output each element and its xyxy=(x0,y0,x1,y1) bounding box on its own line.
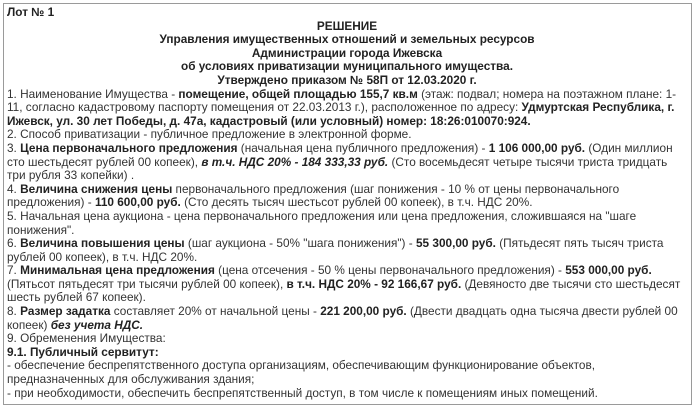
item-8-label: Размер задатка xyxy=(20,304,111,319)
item-4-amount-words: (Сто десять тысяч шестьсот рублей 00 копеек), в т.ч. НДС 20%. xyxy=(180,195,533,210)
item-6-amount: 55 300,00 руб. xyxy=(415,236,496,251)
item-7-text: (цена отсечения - 50 % цены первоначального предложения) - xyxy=(214,263,566,278)
item-8-vat-note: без учета НДС. xyxy=(50,317,144,332)
item-8-number: 8. xyxy=(7,304,21,319)
item-1-details: (этаж: подвал; номера на поэтажном плане: 1-11, согласно кадастровому паспорту помещения от 22.03.2013 г.), расположенное по адресу: xyxy=(7,86,677,115)
item-6-price-increase xyxy=(7,237,687,264)
item-6-label: Величина повышения цены xyxy=(20,236,185,251)
item-7-vat-words: (Девяносто две тысячи сто шестьдесят шесть рублей 67 копеек). xyxy=(7,276,681,305)
header-line-2: Администрации города Ижевска xyxy=(251,45,443,60)
item-3-initial-price xyxy=(7,142,687,183)
item-7-minimum-price xyxy=(7,264,687,305)
item-4-price-decrease xyxy=(7,183,687,210)
item-5-text: 5. Начальная цена аукциона - цена первоначального предложения или цена предложения, сложившаяся на "шаге понижения". xyxy=(7,208,637,237)
item-4-number: 4. xyxy=(7,181,21,196)
item-3-price: 1 106 000,00 руб. xyxy=(488,140,586,155)
item-7-number: 7. xyxy=(7,263,21,278)
item-6-text: (шаг аукциона - 50% "шага понижения") - xyxy=(184,236,416,251)
item-2-text: 2. Способ приватизации - публичное предложение в электронной форме. xyxy=(7,127,412,142)
item-1-address: Удмуртская Республика, г. Ижевск, ул. 30 лет Победы, д. 47а, кадастровый (или условный) номер: 18:26:010070:924. xyxy=(7,100,675,128)
header-line-1: Управления имущественных отношений и земельных ресурсов xyxy=(159,32,535,47)
item-7-label: Минимальная цена предложения xyxy=(20,263,215,278)
item-8-amount: 221 200,00 руб. xyxy=(320,304,407,319)
item-4-label: Величина снижения цены xyxy=(20,181,173,196)
item-5-auction-start-price xyxy=(7,210,687,237)
item-3-number: 3. xyxy=(7,140,21,155)
item-9-1-label: 9.1. Публичный сервитут: xyxy=(7,344,159,359)
item-6-amount-words: (Пятьдесят пять тысяч триста рублей 00 копеек), в т.ч. НДС 20%. xyxy=(7,236,664,264)
servitude-point-1-text: - обеспечение беспрепятственного доступа организациям, обеспечивающим функционирование объектов, предназначенных для обслуживания здания; xyxy=(7,358,595,387)
item-9-text: 9. Обременения Имущества: xyxy=(7,331,166,346)
decision-title: РЕШЕНИЕ xyxy=(316,18,378,33)
item-1-area: помещение, общей площадью 155,7 кв.м xyxy=(178,86,418,101)
lot-label: Лот № 1 xyxy=(7,5,55,19)
item-7-amount-words: (Пятьсот пятьдесят три тысячи рублей 00 копеек), xyxy=(7,276,287,291)
item-9-1-servitude xyxy=(7,346,687,360)
item-3-label: Цена первоначального предложения xyxy=(20,140,238,155)
header-line-3: об условиях приватизации муниципального имущества. xyxy=(181,59,513,74)
item-9-encumbrances xyxy=(7,332,687,346)
header-line-4: Утверждено приказом № 58П от 12.03.2020 г. xyxy=(217,72,477,87)
servitude-point-2-text: - при необходимости, обеспечить беспрепятственный доступ, в том числе к помещениям иных помещений. xyxy=(7,385,598,400)
item-7-vat: в т.ч. НДС 20% - 92 166,67 руб. xyxy=(286,276,462,291)
item-8-text: составляет 20% от начальной цены - xyxy=(110,304,321,319)
item-3-text: (начальная цена публичного предложения) - xyxy=(237,140,489,155)
document-page xyxy=(3,3,692,405)
servitude-point-1 xyxy=(7,359,687,386)
item-4-amount: 110 600,00 руб. xyxy=(94,195,181,210)
item-1-text: 1. Наименование Имущества - xyxy=(7,86,179,101)
item-1-property-name xyxy=(7,88,687,129)
servitude-point-2 xyxy=(7,387,687,401)
item-3-vat: в т.ч. НДС 20% - 184 333,33 руб. xyxy=(201,154,389,169)
item-2-privatization-method xyxy=(7,128,687,142)
item-7-amount: 553 000,00 руб. xyxy=(565,263,652,278)
decision-header xyxy=(7,20,687,88)
item-8-amount-words: (Двести двадцать одна тысяча двести рублей 00 копеек) xyxy=(7,304,678,332)
item-8-deposit xyxy=(7,305,687,332)
item-4-text: первоначального предложения (шаг понижения - 10 % от цены первоначального предложения) - xyxy=(7,181,620,210)
item-6-number: 6. xyxy=(7,236,21,251)
item-3-vat-words: (Сто восемьдесят четыре тысячи триста тридцать три рубля 33 копейки) . xyxy=(7,154,668,183)
item-3-price-words: (Один миллион сто шестьдесят рублей 00 копеек), xyxy=(7,140,673,169)
